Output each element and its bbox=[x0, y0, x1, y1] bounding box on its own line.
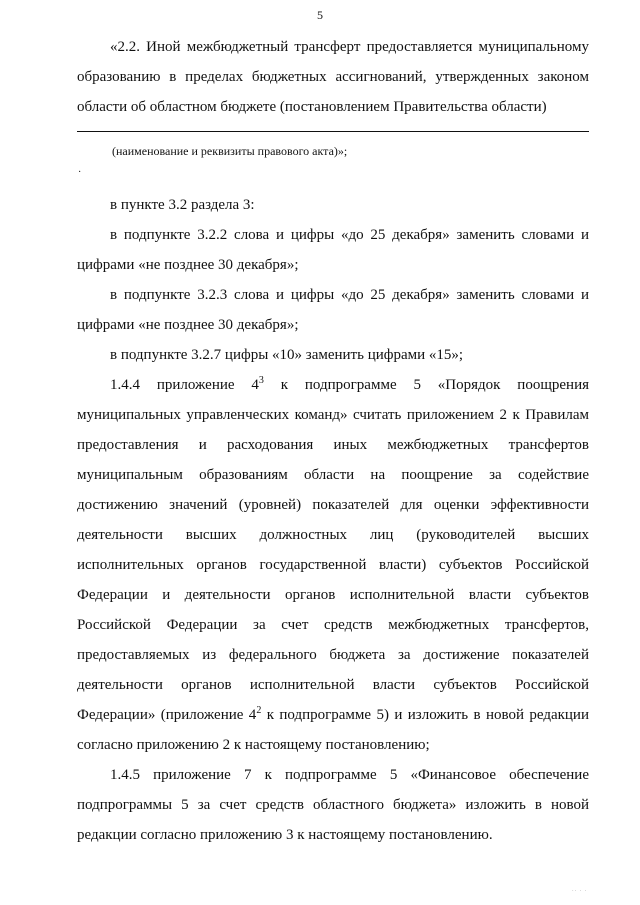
subitem-3-2-7: в подпункте 3.2.7 цифры «10» заменить цифрами «15»; bbox=[110, 347, 464, 363]
superscript-two: 2 bbox=[256, 705, 262, 716]
item-1-4-4 bbox=[77, 370, 589, 760]
legal-act-blank-line bbox=[77, 131, 589, 132]
item-1-4-4-prefix: 1.4.4 приложение 4 bbox=[110, 377, 259, 393]
amendment-list bbox=[77, 190, 589, 850]
stray-mark: · bbox=[78, 167, 82, 178]
item-1-4-5: 1.4.5 приложение 7 к подпрограмме 5 «Финансовое обеспечение подпрограммы 5 за счет средств областного бюджета» изложить в новой редакции согласно приложению 3 к настоящему постановлению. bbox=[77, 767, 589, 843]
superscript-three: 3 bbox=[258, 375, 264, 386]
corner-mark: ·· · · bbox=[572, 889, 588, 894]
section-3-2-item: в пункте 3.2 раздела 3: bbox=[110, 197, 255, 213]
item-1-4-4-suffix: к подпрограмме 5) и изложить в новой редакции согласно приложению 2 к настоящему постановлению; bbox=[77, 707, 589, 753]
subitem-3-2-2: в подпункте 3.2.2 слова и цифры «до 25 декабря» заменить словами и цифрами «не позднее 30 декабря»; bbox=[77, 227, 589, 273]
item-1-4-4-middle: к подпрограмме 5 «Порядок поощрения муниципальных управленческих команд» считать приложением 2 к Правилам предоставления и расходования иных межбюджетных трансфертов муниципальным образованиям области на поощрение за содействие достижению значений (уровней) показателей для оценки эффективности деятельности высших должностных лиц (руководителей высших исполнительных органов государственной власти) субъектов Российской Федерации и деятельности органов исполнительной власти субъектов Российской Федерации за счет средств межбюджетных трансфертов, предоставляемых из федерального бюджета за достижение показателей деятельности органов исполнительной власти субъектов Российской Федерации» (приложение 4 bbox=[77, 377, 589, 723]
subitem-3-2-3: в подпункте 3.2.3 слова и цифры «до 25 декабря» заменить словами и цифрами «не позднее 30 декабря»; bbox=[77, 287, 589, 333]
paragraph-2-2: «2.2. Иной межбюджетный трансферт предоставляется муниципальному образованию в пределах бюджетных ассигнований, утвержденных законом области об областном бюджете (постановлением Правительства области) bbox=[77, 39, 589, 115]
legal-act-footnote: (наименование и реквизиты правового акта)»; bbox=[112, 144, 348, 158]
page-number: 5 bbox=[317, 8, 323, 22]
